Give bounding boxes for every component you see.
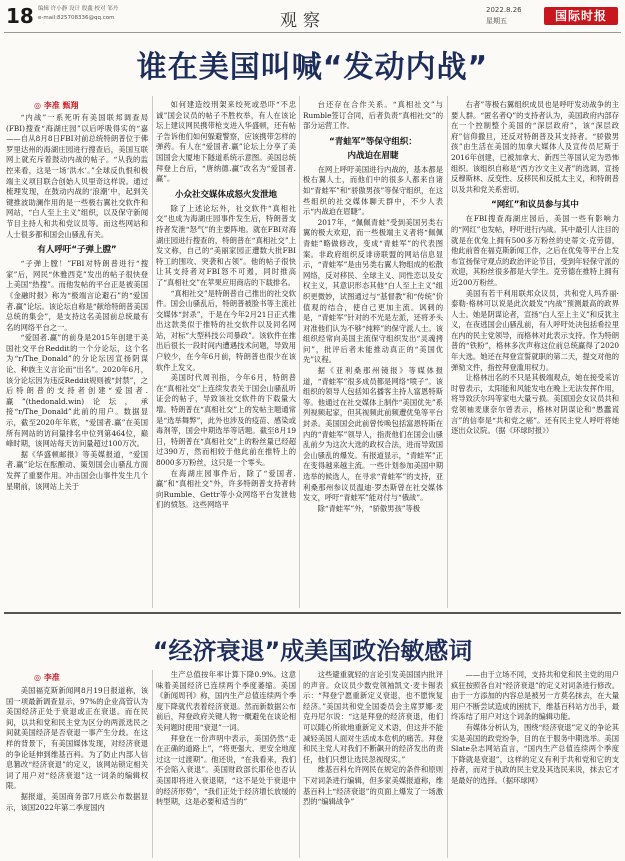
article2-column-2 <box>156 670 296 858</box>
article1-byline: ◎ 李准 甄翔 <box>34 101 79 110</box>
paragraph: 在海湖庄园事件后，除了“爱国者.赢”和“真相社交”外，许多特朗普支持者转向Rumble、Gettr等小众网络平台发泄他们的愤怒。这些网络平 <box>156 468 296 510</box>
paragraph: 除了上述论坛外，社交软件“真相社交”也成为海湖庄园事件发生后，特朗普支持者发泄“怒气”的主要阵地。就在FBI对海湖庄园进行搜查的，特朗普在“真相社交”上发文称，自己的“美丽家园正遭数大批FBI特工的围攻、突袭和占领”。他的帖子很快让其支持者对FBI怒不可遏，同时推高了“真相社交”在苹果应用商店的下载排名。 <box>156 203 296 287</box>
article1-column-2 <box>156 100 296 608</box>
subheading: “网红”和议员参与其中 <box>491 200 579 211</box>
paragraph: 在FBI搜查海湖庄园后，美国一些有影响力的“网红”也发帖，呼吁进行内战。其中最引人注目的就是在优兔上拥有500多万粉丝的史蒂文·克劳德，他此前曾在福克斯新闻工作，之后在优兔等平台上发布宣扬保守观点的政治评论节目，受到年轻保守派的欢迎，其粉丝很多都是大学生。克劳德在推特上拥有近200万粉丝。 <box>451 214 619 287</box>
paragraph: 有媒体分析认为，围绕“经济衰退”定义的争论其实是美国的政党纷争，目的在于服务中期选举。美国Slate杂志网站直言，“国内生产总值连续两个季度下降就是衰退”，这样的定义有利于共和党和它的支持者，而对于执政的民主党及其选民来说，抹去它才是最好的选择。（据环球网） <box>451 722 619 785</box>
article1-headline: 谁在美国叫喊“发动内战” <box>136 50 489 85</box>
subheading: 有人呼吁“子弹上膛” <box>37 245 117 256</box>
paragraph: 美国时代周刊指，今年6月，特朗普在“真相社交”上连续发表关于国会山骚乱听证会的帖子，导致该社交软件的下载量大增。特朗普在“真相社交”上的发帖主题通常是“选举舞弊”，此外也涉及的疫苗、感染或毒剂等，国会中期选举等话题。截至8月19日，特朗普在“真相社交”上的粉丝量已经超过390万，然而相较于他此前在推特上的8000多万粉丝，这只是一个零头。 <box>156 373 296 467</box>
paragraph: 据《亚利桑那州镜报》等媒体报道，“青蛙军”很多成员都是网络“喷子”。该组织的领导人包括知名播客主持人富恩特斯等。他通过在社交媒体上制作“美国优先”系列视频起家，但其视频此前频遭优兔等平台封杀。美国国会此前曾传唤包括富恩特斯在内的“青蛙军”领导人，指责他们在国会山骚乱前夕为这次大选的政权合法，进而导致国会山骚乱的爆发。有报道显示，“青蛙军”正在变得越来越主流。一些计划参加美国中期选举的候选人，在寻求“青蛙军”的支持，亚利桑那州参议员温迪·罗杰斯曾在社交媒体发文，呼吁“青蛙军”能对付与“俄战”。 <box>303 366 443 503</box>
editor-line: 编辑 许小静 设计 殷鑫 校对 邹丹 <box>38 6 119 12</box>
header-rule <box>4 32 621 33</box>
paragraph: “子弹上膛！”FBI对特朗普进行“搜家”后，网民“休雅西克”发出的帖子很快登上美国“热搜”。而他发帖的平台正是被美国《金融时报》称为“极端言论避石”的“爱国者.赢”论坛。该论坛自称是“献给特朗普美国总统的集会”，是支持这名美国前总统最有名的网络平台之一。 <box>6 259 148 332</box>
paragraph: 如何建造绞刑架来绞死或恐吓“不忠诚”国会议员的帖子不胜枚举，有人在该论坛上建议网民携带枪支进入华盛顿，还有帖子告诉他们如何躲避警察，应该携带怎样的弹药。有人在“爱国者.赢”论坛上分享了美国国会大厦地下隧道系统示意图。美国总统拜登上台后，“唐纳德.赢”改名为“爱国者.赢”。 <box>156 100 296 184</box>
paragraph: 除“青蛙军”外，“骄傲男孩”等极 <box>317 503 421 513</box>
paragraph: 2017年，“佩佩青蛙”受到美国另类右翼的极大欢迎，而一些极端主义者将“佩佩青蛙”略做修改，变成“青蛙军”的代表图案。非政府组织反诽谤联盟的网站信息显示，“青蛙军”是由另类右翼人物组成的松散网络，反对移民、全球主义、同性恋以及女权主义，其意识形态其他“白人至上主义”组织更微妙，试图通过与“基督教”和“传统”价值观的结合，使自己更加主流。讽刺的是，“青蛙军”针对的不光是左派，还将矛头对准他们认为不够“纯粹”的保守派人士。该组织经常向美国主流保守组织发出“灵魂拷问”，批评后者未能推动真正的“美国优先”议程。 <box>303 217 443 365</box>
editor-email: e-mail:825708336@qq.com <box>38 15 115 21</box>
column-divider <box>447 670 448 858</box>
column-divider <box>299 670 300 858</box>
issue-date <box>486 5 522 27</box>
column-divider <box>447 96 448 608</box>
paragraph: ——由于立场不同，支持共和党和民主党的用户疯狂按照各自对“经济衰退”的定义对词条进行修改。由于一方添加的内容总是被另一方莫名抹去，在大量用户不断尝试造成的困扰下，维基百科站方出手，最终冻结了用户对这个词条的编辑功能。 <box>451 670 619 722</box>
editor-info <box>38 5 118 23</box>
paragraph: 台还存在合作关系。“真相社交”与Rumble签订合同，后者负责“真相社交”的部分运营工作。 <box>303 100 443 131</box>
article1-column-1 <box>6 113 148 608</box>
paragraph: 右者”等极右翼组织成员也是呼吁发动战争的主要人群。“匿名者Q”的支持者认为，美国政府内部存在一个控制整个美国的“深层政府”，该“深层政府”信仰撒旦，还反对特朗普及其支持者。“骄傲男孩”由生活在美国的加拿大媒体人及宣传员尼斯于2016年创建，已被加拿大、新西兰等国认定为恐怖组织。该组织自称是“西方沙文主义者”的选调，宣扬反穆斯林、反变性、反移民和反抵太主义，和特朗普以及共和党关系密切。 <box>451 100 619 194</box>
paragraph: 拜登在一份声明中表示，美国仍然“走在正确的道路上”，“将更强大、更安全地度过这一过渡期”。他还说，“在我看来，我们不会陷入衰退”。美国财政部长耶伦也否认美国即将进入衰退期，“这不是处于衰退中的经济形势”，“我们正处于经济增长放缓的转型期，这是必要和适当的” <box>156 733 296 807</box>
paragraph: 据《华盛顿邮报》等美媒报道，“爱国者.赢”论坛在酝酿动、策划国会山骚乱方面发挥了重要作用。冲击国会山事件发生几个星期前，该网站上关于 <box>6 449 148 491</box>
paragraph: 在网上呼吁美国进行内战的，基本都是极右翼人士，而他们中的很多人都来自诸如“青蛙军”和“骄傲男孩”等保守组织，在这些组织的社交媒体聊天群中，不少人表示“内战迫在眉睫”。 <box>303 164 443 217</box>
article2-byline: ◎ 李准 <box>34 673 60 682</box>
paragraph: 让格林出名的不只是其极端观点，她在接受采访时曾表示，太阳能和风能发电在晚上无法发挥作用，将导致沃尔玛等家电大量亏损。美国国会女议员共和党领袖麦康奈尔曾表示，格林对阴谋论和“愚蠢谎言”的信奉是“共和党之癌”。还有民主党人呼吁将她逐出众议院。（据《环球时报》） <box>451 373 619 436</box>
page-header <box>0 0 625 36</box>
paragraph: 这些避重就轻的言论引发美国国内批评的声音。众议员少数党领袖凯文·麦卡锡表示：“拜登宁愿重新定义衰退，也不愿恢复经济。”美国共和党全国委员会主席罗娜·麦克丹尼尔说：“这是拜登的经济衰退，他们可以随心所欲地重新定义术语，但这并不能减轻美国人面对生活成本危机的痛苦。拜登和民主党人对我们不断飙升的经济发出的责任，他们只想让选民忽视现实。” <box>303 670 443 764</box>
paragraph: 生产总值按年率计算下降0.9%。这意味着美国经济已连续两个季度萎缩。美国《新闻周刊》称，国内生产总值连续两个季度下降就代表着经济衰退。然而新数据公布前后，拜登政府关键人物一概避免在谈论相关问题时使用“衰退”一词。 <box>156 670 296 732</box>
article1-column-4 <box>451 100 619 608</box>
paragraph: 据报道，美国商务部7月底公布数据显示，该国2022年第二季度国内 <box>6 791 148 812</box>
article2-headline: “经济衰退”成美国政治敏感词 <box>152 637 473 665</box>
article-separator <box>4 612 621 614</box>
column-divider <box>152 96 153 608</box>
article2-column-3 <box>303 670 443 858</box>
paragraph: “爱国者.赢”的前身是2015年创建于美国社交平台Reddit的一个分论坛，这个名为“r/The_Donald”的分论坛因宣扬阴谋论、种族主义言论而“出名”。2020年6月，该分论坛因为违反Reddit规则被“封禁”，之后特朗普的支持者创建“爱国者.赢”(thedonald.win)论坛，承接“r/The_Donald”此前的用户。数据显示，截至2020年年底，“爱国者.赢”在美国所有网站的访问量排名中位列第464位，巅峰时期，该网站每天访问量超过100万次。 <box>6 333 148 449</box>
article2-column-4 <box>451 670 619 858</box>
date-text: 2022.8.26 <box>486 6 522 14</box>
section-title: 观察 <box>280 11 326 31</box>
subheading: “青蛙军”等保守组织： 内战迫在眉睫 <box>329 136 417 161</box>
article2-column-1 <box>6 686 148 858</box>
newspaper-logo: 国际时报 <box>544 7 618 25</box>
paragraph: “内战”一系死听有美国联邦调查局(FBI)搜查“海湖庄园”以后呼吸得实的“嘉——自从8月8日FBI对前总统特朗普位于佛罗里达州的海湖庄园进行搜查后，美国互联网上就充斥着鼓动内战的帖子。“从我的监控来看，这是一场‘洪水’。”全球反仇恨和极端主义项目联合创始人贝里奇这样说。通过梳理发现，在鼓动内战的‘浪潮’中，起到关键推波助澜作用的是一些极右翼社交软件和网站，“白人至上主义”组织，以及保守新闻节目主持人和共和党议员等。而这些网站和人士很多都和国会山骚乱有关。 <box>6 113 148 239</box>
column-divider <box>152 670 153 858</box>
page-number: 18 <box>6 4 34 28</box>
article1-column-3 <box>303 100 443 608</box>
paragraph: “真相社交”是特朗普自己推出的社交软件。国会山骚乱后，特朗普被脸书等主流社交媒体“封杀”，于是在今年2月21日正式推出这款类似于推特的社交软件以及同名网站，对标“大型科技公司暴政”。该软件在推出后很长一段时间内遭遇技术问题，导致用户较少，在今年6月前，特朗普也很少在该软件上发文。 <box>156 288 296 372</box>
paragraph: 美国有若干利用联邦众议员，共和党人玛乔丽·泰勒·格林可以说是此次最发“内战”预测最高的政界人士。她是阴谋论者，宣扬“白人至上主义”和反犹主义，在夜逃国会山骚乱前，有人呼吁处决包括希拉里在内的民主党领导，而格林对此表示支持。作为特朗普的“铁粉”，格林多次声称这位前总统赢得了2020年大选。她还在拜登宣誓就职的第二天，提交对他的弹劾文件，指控拜登滥用权力。 <box>451 288 619 372</box>
paragraph: 维基百科允许网民在规定的条件和原则下对词条进行编辑，但多家美媒报道称，维基百科上“经济衰退”的页面上爆发了一场激烈的“编辑战争” <box>303 765 443 807</box>
weekday-text: 星期五 <box>486 17 507 25</box>
paragraph: 美国福克斯新闻网8月19日报道称，该国一项最新调查显示，97%的企业高管认为美国经济正处于衰退或正在衰退。而在民间，以共和党和民主党为区分的两派选民之间就美国经济是否衰退一事产生分歧。在这样的背景下，有美国媒体发现，对经济衰退的争论延伸到维基百科。为了防止内部人信息篡改“经济衰退”的定义，该网站锁定相关词了用户对“经济衰退”这一词条的编辑权限。 <box>6 686 148 791</box>
column-divider <box>299 96 300 608</box>
subheading: 小众社交媒体成怒火发泄地 <box>174 189 277 200</box>
